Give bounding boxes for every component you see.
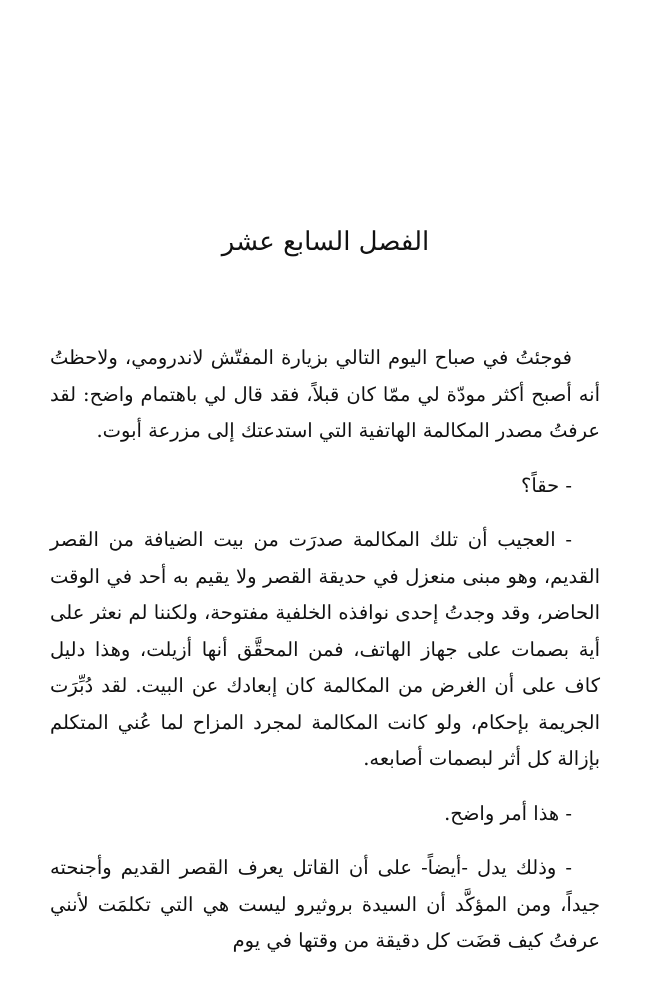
paragraph: - وذلك يدل -أيضاً- على أن القاتل يعرف القصر القديم وأجنحته جيداً، ومن المؤكَّد أن السيدة بروثيرو ليست هي التي تكلمَت لأنني عرفتُ كيف قضَت كل دقيقة من وقتها في يوم <box>50 856 600 952</box>
paragraph: فوجئتُ في صباح اليوم التالي بزيارة المفتّش لاندرومي، ولاحظتُ أنه أصبح أكثر مودّة لي ممّا كان قبلاً، فقد قال لي باهتمام واضح: لقد عرفتُ مصدر المكالمة الهاتفية التي استدعتك إلى مزرعة أبوت. <box>50 346 600 442</box>
chapter-body <box>50 340 600 978</box>
dialogue-line: - هذا أمر واضح. <box>444 801 572 825</box>
paragraph: - العجيب أن تلك المكالمة صدرَت من بيت الضيافة من القصر القديم، وهو مبنى منعزل في حديقة القصر ولا يقيم به أحد في الوقت الحاضر، وقد وجدتُ إحدى نوافذه الخلفية مفتوحة، ولكننا لم نعثر على أية بصمات على جهاز الهاتف، فمن المحقَّق أنها أزيلت، وهذا دليل كاف على أن الغرض من المكالمة كان إبعادك عن البيت. لقد دُبِّرَت الجريمة بإحكام، ولو كانت المكالمة لمجرد المزاح لما عُني المتكلم بإزالة كل أثر لبصمات أصابعه. <box>50 528 600 770</box>
dialogue-line: - حقاً؟ <box>521 473 572 497</box>
chapter-title: الفصل السابع عشر <box>221 227 430 257</box>
